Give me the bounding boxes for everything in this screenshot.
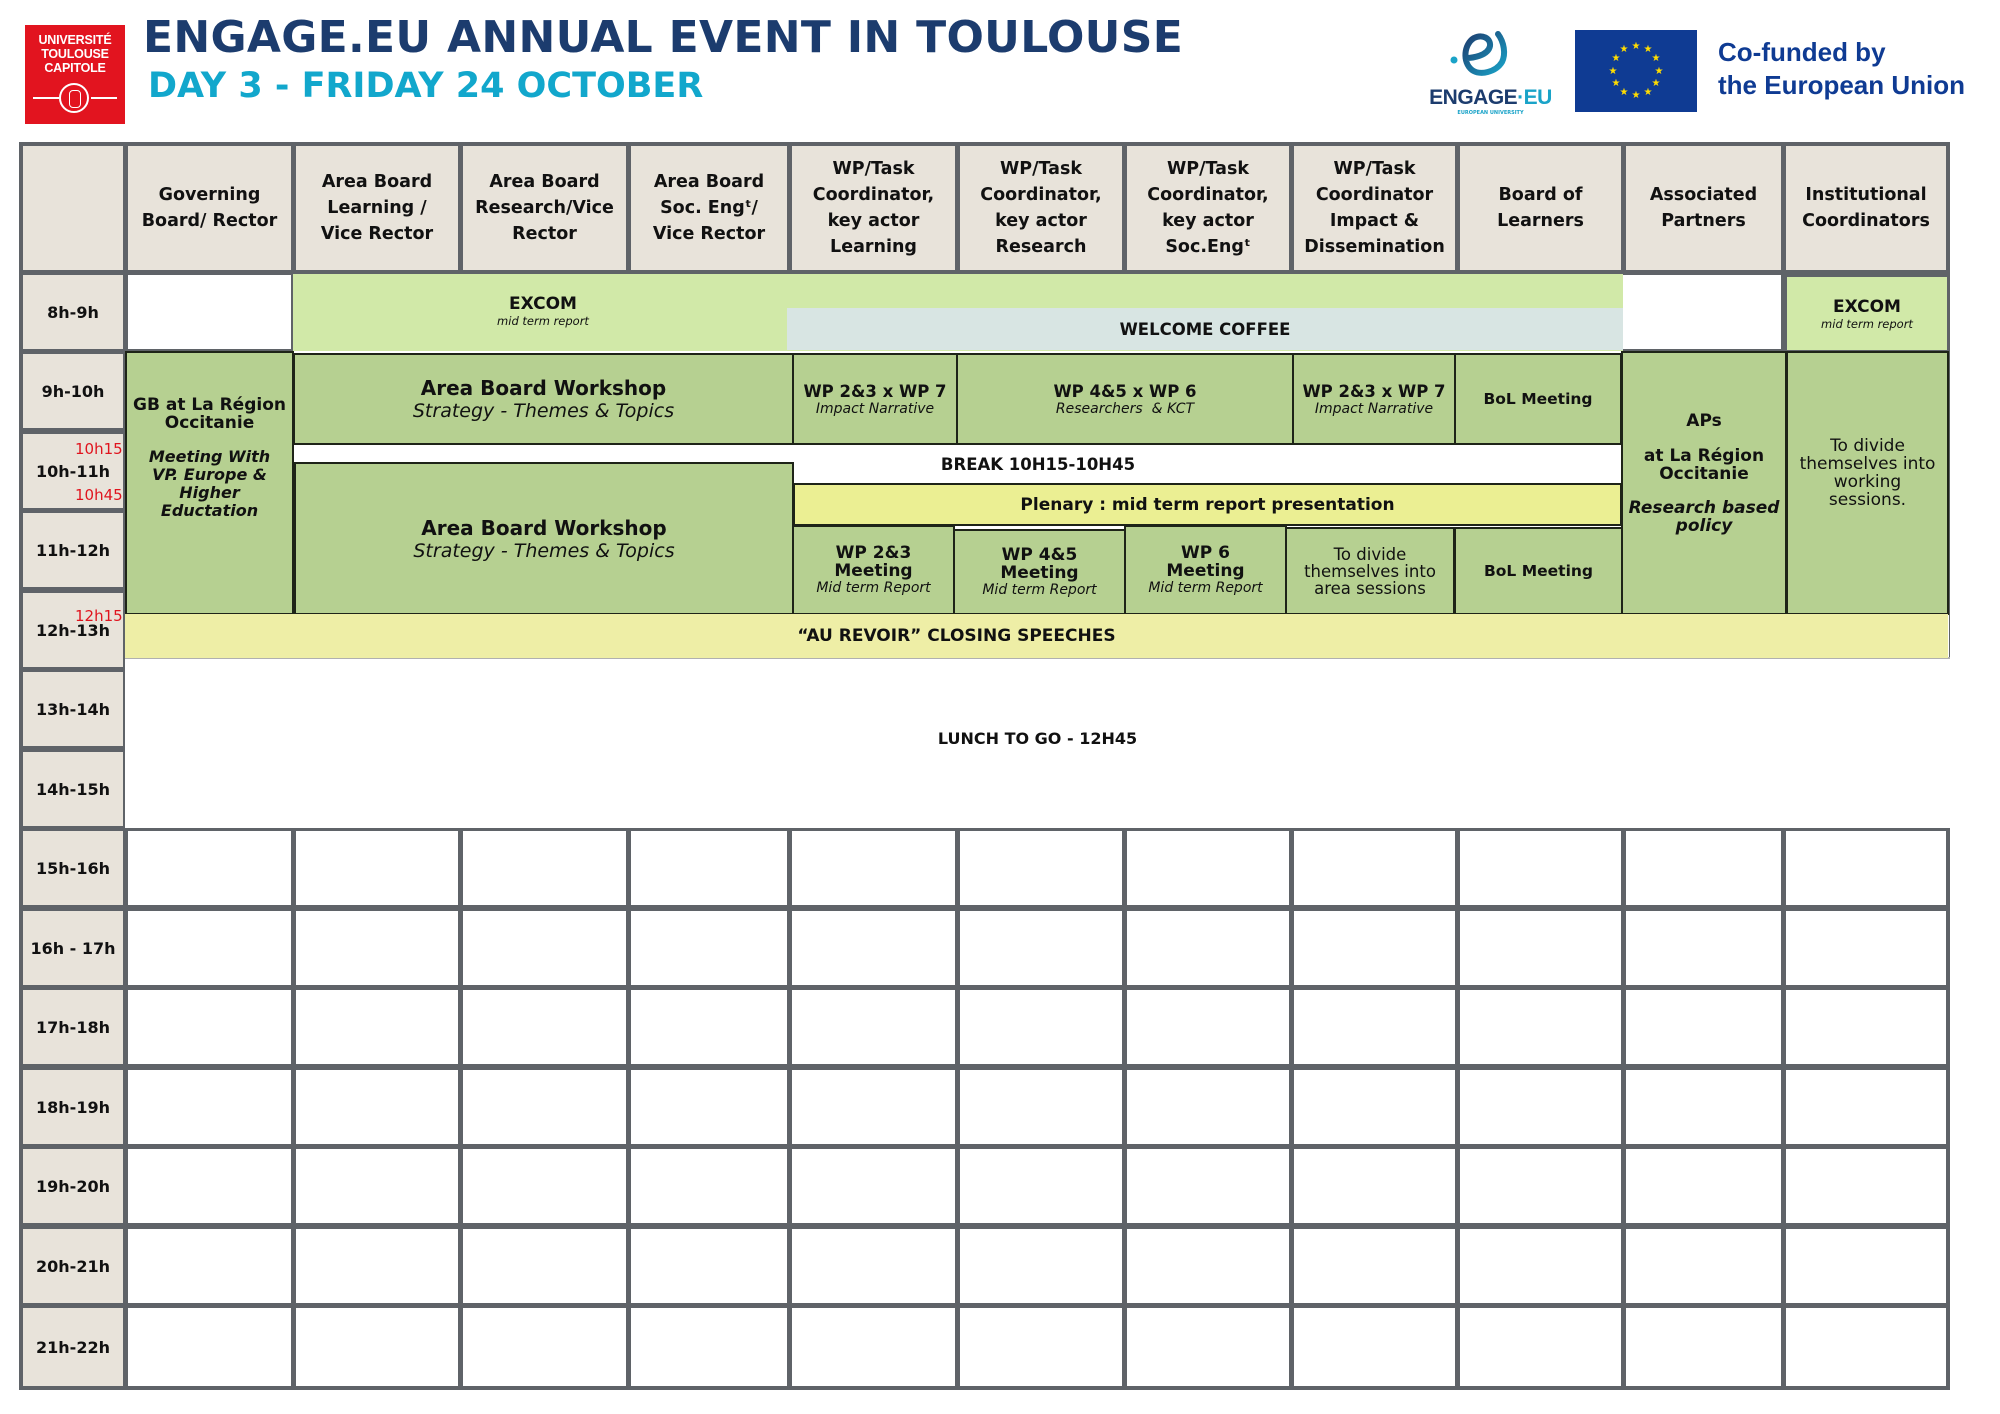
column-header-wp-research: WP/Task Coordinator, key actor Research [960, 146, 1122, 270]
empty-schedule-cell[interactable] [128, 831, 291, 905]
empty-schedule-cell[interactable] [1626, 1070, 1781, 1144]
empty-schedule-cell[interactable] [1626, 911, 1781, 985]
eu-text-line-1: Co-funded by [1718, 37, 1886, 67]
plenary-title: Plenary : mid term report presentation [1020, 494, 1395, 515]
empty-schedule-cell[interactable] [960, 1070, 1122, 1144]
empty-schedule-cell[interactable] [1786, 1149, 1946, 1223]
empty-schedule-cell[interactable] [1460, 1149, 1621, 1223]
empty-schedule-cell[interactable] [1127, 1149, 1289, 1223]
empty-schedule-cell[interactable] [128, 1308, 291, 1386]
welcome-coffee-title: WELCOME COFFEE [1119, 319, 1291, 339]
empty-schedule-cell[interactable] [631, 1308, 787, 1386]
break-label: BREAK 10H15-10H45 [940, 454, 1136, 474]
wp23-x-wp7-a-subtitle: Impact Narrative [815, 400, 935, 417]
empty-schedule-cell[interactable] [128, 1229, 291, 1303]
wp23-x-wp7-b-subtitle: Impact Narrative [1314, 400, 1434, 417]
time-slot-12h: 12h-13h [23, 593, 123, 667]
engage-wordmark: ENGAGE·EU [1429, 86, 1552, 109]
empty-schedule-cell[interactable] [1626, 831, 1781, 905]
empty-schedule-cell[interactable] [792, 831, 955, 905]
empty-schedule-cell[interactable] [296, 911, 458, 985]
svg-text:★: ★ [1608, 66, 1618, 77]
empty-schedule-cell[interactable] [1786, 911, 1946, 985]
eu-flag-icon [1575, 30, 1697, 112]
empty-schedule-cell[interactable] [792, 911, 955, 985]
workshop-1-title: Area Board Workshop [420, 376, 667, 400]
column-header-area-board-soc-eng: Area Board Soc. Engᵗ/ Vice Rector [631, 146, 787, 270]
logo-line-3: CAPITOLE [44, 61, 106, 75]
empty-schedule-cell[interactable] [960, 1308, 1122, 1386]
page-subtitle: DAY 3 - FRIDAY 24 OCTOBER [148, 66, 704, 106]
aps-title: APs [1686, 411, 1722, 431]
wp23-meeting[interactable] [792, 525, 955, 615]
wp45-x-wp6-session[interactable] [956, 353, 1294, 445]
wp23-meeting-title: WP 2&3 Meeting [834, 543, 913, 581]
empty-schedule-cell[interactable] [463, 831, 626, 905]
empty-schedule-cell[interactable] [296, 1229, 458, 1303]
excom-ic-session[interactable] [1786, 276, 1948, 351]
eu-stars-icon [1575, 30, 1697, 112]
empty-schedule-cell[interactable] [1626, 990, 1781, 1064]
lunch-block [125, 657, 1950, 828]
empty-schedule-cell[interactable] [631, 1229, 787, 1303]
column-header-area-board-research: Area Board Research/Vice Rector [463, 146, 626, 270]
empty-schedule-cell[interactable] [1460, 1308, 1621, 1386]
empty-schedule-cell[interactable] [631, 831, 787, 905]
empty-schedule-cell[interactable] [1294, 831, 1455, 905]
gb-region-title: GB at La Région Occitanie [133, 395, 286, 433]
gb-region-session[interactable] [125, 351, 294, 615]
empty-schedule-cell[interactable] [1127, 990, 1289, 1064]
empty-schedule-cell[interactable] [631, 1149, 787, 1223]
empty-schedule-cell[interactable] [1294, 1308, 1455, 1386]
empty-schedule-cell[interactable] [1294, 911, 1455, 985]
wp23-x-wp7-session-b[interactable] [1292, 353, 1456, 445]
bol-meeting-2[interactable] [1454, 527, 1623, 615]
university-seal-icon [59, 83, 89, 113]
wp23-meeting-subtitle: Mid term Report [816, 580, 931, 596]
empty-schedule-cell[interactable] [1127, 1229, 1289, 1303]
empty-schedule-cell[interactable] [463, 911, 626, 985]
engage-tagline: EUROPEAN UNIVERSITY [1457, 110, 1524, 116]
column-header-wp-learning: WP/Task Coordinator, key actor Learning [792, 146, 955, 270]
bol-meeting-2-title: BoL Meeting [1483, 562, 1594, 580]
time-marker-1015: 10h15 [75, 440, 123, 458]
svg-text:★: ★ [1631, 41, 1641, 52]
empty-cell [128, 275, 291, 349]
aps-subtitle: Research based policy [1628, 498, 1780, 536]
empty-schedule-cell[interactable] [960, 1229, 1122, 1303]
empty-schedule-cell[interactable] [1786, 990, 1946, 1064]
empty-schedule-cell[interactable] [296, 1149, 458, 1223]
area-board-workshop-1[interactable] [293, 353, 794, 445]
empty-schedule-cell[interactable] [1127, 831, 1289, 905]
empty-schedule-cell[interactable] [463, 1070, 626, 1144]
universite-toulouse-capitole-logo [25, 25, 125, 124]
empty-schedule-cell[interactable] [631, 990, 787, 1064]
empty-schedule-cell[interactable] [631, 911, 787, 985]
logo-line-1: UNIVERSITÉ [38, 33, 112, 47]
eu-text-line-2: the European Union [1718, 70, 1965, 100]
logo-line-2: TOULOUSE [41, 47, 109, 61]
time-slot-21h: 21h-22h [23, 1308, 123, 1386]
ic-working-sessions[interactable] [1786, 351, 1949, 615]
svg-text:★: ★ [1631, 90, 1641, 101]
wp45-meeting[interactable] [953, 529, 1126, 615]
welcome-coffee-session[interactable] [787, 308, 1623, 350]
empty-schedule-cell[interactable] [296, 990, 458, 1064]
empty-schedule-cell[interactable] [1626, 1308, 1781, 1386]
excom-subtitle: mid term report [497, 314, 589, 328]
closing-speeches[interactable] [125, 614, 1948, 658]
workshop-2-subtitle: Strategy - Themes & Topics [413, 539, 675, 562]
column-header-wp-soc-eng: WP/Task Coordinator, key actor Soc.Engᵗ [1127, 146, 1289, 270]
logo-divider-left [33, 97, 59, 99]
empty-schedule-cell[interactable] [128, 1149, 291, 1223]
svg-text:★: ★ [1643, 44, 1653, 55]
empty-schedule-cell[interactable] [1294, 990, 1455, 1064]
excom-ic-subtitle: mid term report [1821, 316, 1913, 331]
empty-schedule-cell[interactable] [1294, 1070, 1455, 1144]
empty-schedule-cell[interactable] [960, 1149, 1122, 1223]
empty-schedule-cell[interactable] [1786, 831, 1946, 905]
closing-speeches-title: “AU REVOIR” CLOSING SPEECHES [797, 626, 1116, 646]
ic-working-sessions-text: To divide themselves into working sessions. [1799, 436, 1936, 510]
wp23-x-wp7-a-title: WP 2&3 x WP 7 [803, 381, 947, 401]
wp6-meeting-subtitle: Mid term Report [1148, 580, 1263, 596]
bol-meeting-1-title: BoL Meeting [1483, 390, 1593, 408]
divide-area-sessions[interactable] [1285, 527, 1455, 615]
empty-schedule-cell[interactable] [296, 1070, 458, 1144]
empty-schedule-cell[interactable] [792, 1070, 955, 1144]
column-header-area-board-learning: Area Board Learning / Vice Rector [296, 146, 458, 270]
column-header-board-of-learners: Board of Learners [1460, 146, 1621, 270]
empty-schedule-cell[interactable] [1460, 1229, 1621, 1303]
wp45-x-wp6-title: WP 4&5 x WP 6 [1053, 381, 1197, 401]
column-header-wp-impact: WP/Task Coordinator Impact & Dissemination [1294, 146, 1455, 270]
time-slot-18h: 18h-19h [23, 1070, 123, 1144]
svg-text:★: ★ [1611, 78, 1621, 89]
wp45-meeting-title: WP 4&5 Meeting [1000, 545, 1079, 583]
empty-schedule-cell[interactable] [792, 990, 955, 1064]
svg-text:★: ★ [1654, 66, 1664, 77]
wp23-x-wp7-session-a[interactable] [792, 353, 958, 445]
workshop-1-subtitle: Strategy - Themes & Topics [412, 400, 675, 422]
empty-schedule-cell[interactable] [128, 1070, 291, 1144]
empty-schedule-cell[interactable] [1786, 1070, 1946, 1144]
column-header-associated-partners: Associated Partners [1626, 146, 1781, 270]
empty-schedule-cell[interactable] [792, 1308, 955, 1386]
aps-location: at La Région Occitanie [1643, 446, 1765, 484]
time-slot-11h: 11h-12h [23, 513, 123, 587]
empty-schedule-cell[interactable] [1786, 1308, 1946, 1386]
empty-schedule-cell[interactable] [1626, 1229, 1781, 1303]
empty-schedule-cell[interactable] [1294, 1229, 1455, 1303]
logo-divider-right [91, 97, 117, 99]
empty-schedule-cell[interactable] [960, 911, 1122, 985]
empty-schedule-cell[interactable] [463, 1149, 626, 1223]
time-slot-19h: 19h-20h [23, 1149, 123, 1223]
wp45-meeting-subtitle: Mid term Report [982, 582, 1097, 598]
wp6-meeting[interactable] [1124, 525, 1287, 615]
gb-region-subtitle: Meeting With VP. Europe & Higher Eductation [148, 447, 271, 520]
empty-schedule-cell[interactable] [792, 1149, 955, 1223]
empty-schedule-cell[interactable] [296, 1308, 458, 1386]
empty-schedule-cell[interactable] [1127, 911, 1289, 985]
eu-cofunded-text [1718, 36, 1965, 102]
empty-schedule-cell[interactable] [1127, 1308, 1289, 1386]
empty-schedule-cell[interactable] [463, 1308, 626, 1386]
time-slot-9h: 9h-10h [23, 354, 123, 428]
wp45-x-wp6-subtitle: Researchers & KCT [1055, 400, 1195, 417]
wp6-meeting-title: WP 6 Meeting [1166, 543, 1245, 581]
time-slot-10h: 10h-11h [23, 434, 123, 508]
divide-area-text: To divide themselves into area sessions [1304, 544, 1436, 598]
page-title: ENGAGE.EU ANNUAL EVENT IN TOULOUSE [143, 12, 1184, 63]
time-slot-17h: 17h-18h [23, 990, 123, 1064]
corner-header-cell [23, 146, 123, 270]
excom-title: EXCOM [509, 294, 577, 314]
aps-region-session[interactable] [1621, 351, 1787, 615]
empty-schedule-cell[interactable] [1626, 1149, 1781, 1223]
time-slot-20h: 20h-21h [23, 1229, 123, 1303]
time-slot-8h: 8h-9h [23, 275, 123, 349]
svg-text:★: ★ [1619, 44, 1629, 55]
time-marker-1215: 12h15 [75, 607, 123, 625]
time-slot-14h: 14h-15h [23, 752, 123, 826]
empty-schedule-cell[interactable] [1786, 1229, 1946, 1303]
svg-text:★: ★ [1611, 53, 1621, 64]
time-slot-13h: 13h-14h [23, 672, 123, 746]
empty-schedule-cell[interactable] [128, 911, 291, 985]
plenary-session[interactable] [793, 483, 1622, 526]
empty-schedule-cell[interactable] [296, 831, 458, 905]
empty-schedule-cell[interactable] [792, 1229, 955, 1303]
empty-schedule-cell[interactable] [463, 1229, 626, 1303]
empty-schedule-cell[interactable] [631, 1070, 787, 1144]
wp23-x-wp7-b-title: WP 2&3 x WP 7 [1302, 381, 1446, 401]
empty-schedule-cell[interactable] [1460, 1070, 1621, 1144]
excom-ic-title: EXCOM [1833, 296, 1901, 317]
empty-schedule-cell[interactable] [1460, 911, 1621, 985]
bol-meeting-1[interactable] [1454, 353, 1622, 445]
svg-text:★: ★ [1651, 78, 1661, 89]
empty-cell [1623, 275, 1781, 349]
empty-schedule-cell[interactable] [1127, 1070, 1289, 1144]
svg-text:★: ★ [1619, 87, 1629, 98]
time-slot-15h: 15h-16h [23, 831, 123, 905]
column-header-governing-board: Governing Board/ Rector [128, 146, 291, 270]
svg-text:★: ★ [1643, 87, 1653, 98]
engage-eu-logo [1418, 28, 1563, 123]
time-slot-16h: 16h - 17h [23, 911, 123, 985]
column-header-institutional-coordinators: Institutional Coordinators [1786, 146, 1946, 270]
workshop-2-title: Area Board Workshop [421, 515, 667, 540]
empty-schedule-cell[interactable] [1460, 990, 1621, 1064]
empty-schedule-cell[interactable] [1294, 1149, 1455, 1223]
engage-e-icon [1450, 28, 1510, 83]
empty-schedule-cell[interactable] [960, 831, 1122, 905]
svg-text:★: ★ [1651, 53, 1661, 64]
empty-schedule-cell[interactable] [1460, 831, 1621, 905]
empty-schedule-cell[interactable] [128, 990, 291, 1064]
area-board-workshop-2[interactable] [294, 462, 794, 615]
lunch-label: LUNCH TO GO - 12H45 [937, 729, 1138, 748]
empty-schedule-cell[interactable] [960, 990, 1122, 1064]
empty-schedule-cell[interactable] [463, 990, 626, 1064]
time-marker-1045: 10h45 [75, 486, 123, 504]
